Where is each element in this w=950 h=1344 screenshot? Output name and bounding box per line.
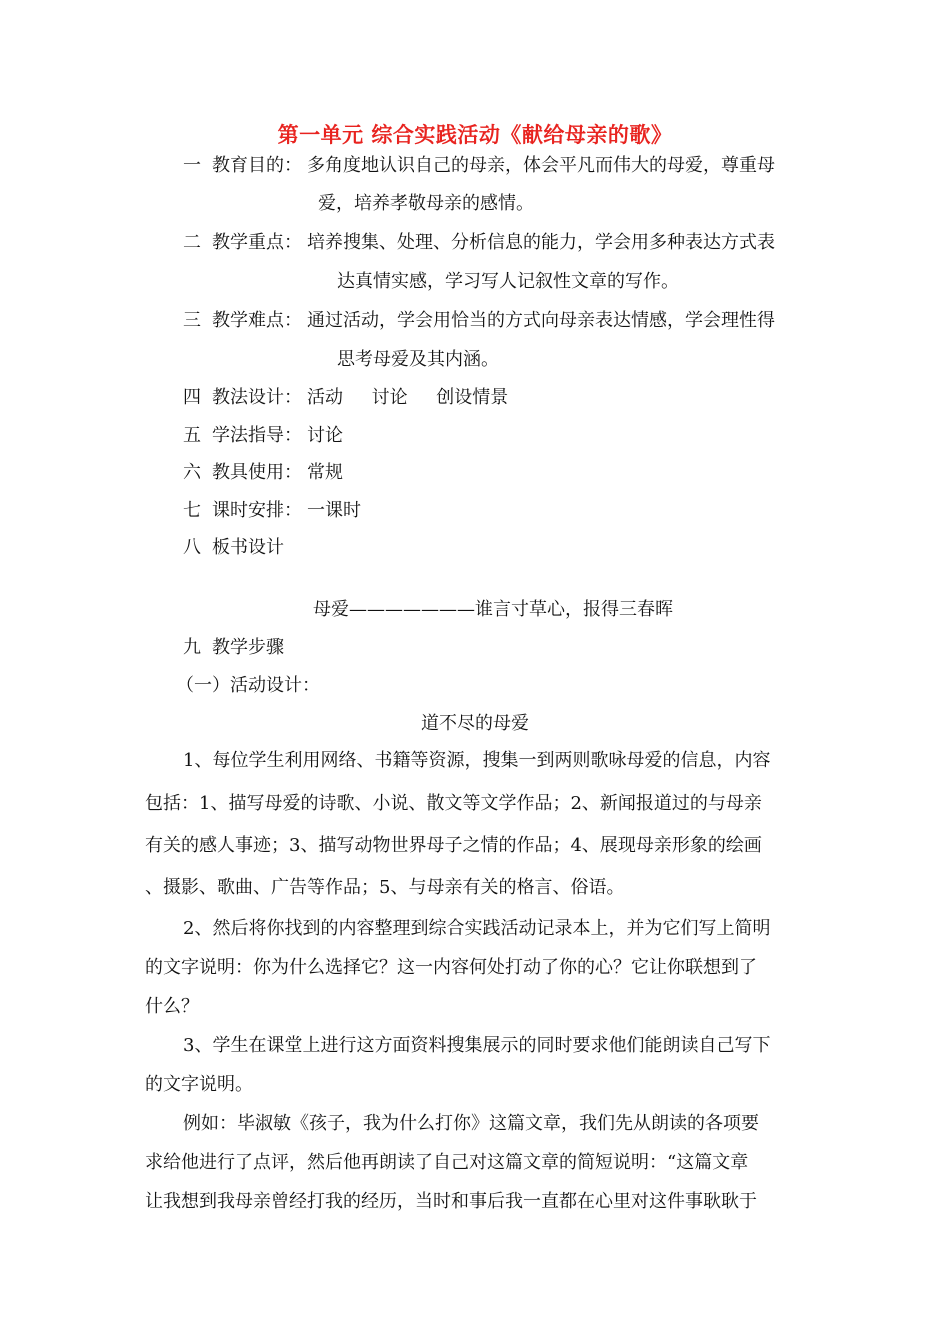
item-text-continued: 爱，培养孝敬母亲的感情。 — [318, 193, 534, 214]
item-number: 六 — [183, 462, 201, 483]
item-text-continued: 思考母爱及其内涵。 — [337, 349, 499, 370]
item-label: 教具使用： — [212, 462, 302, 483]
item-text: 一课时 — [307, 500, 361, 521]
item-text: 培养搜集、处理、分析信息的能力，学会用多种表达方式表 — [307, 232, 775, 253]
paragraph-line: 求给他进行了点评，然后他再朗读了自己对这篇文章的简短说明：“这篇文章 — [145, 1152, 749, 1173]
item-text: 通过活动，学会用恰当的方式向母亲表达情感，学会理性得 — [307, 310, 775, 331]
item-text: 常规 — [307, 462, 343, 483]
item-label: 板书设计 — [212, 537, 284, 558]
item-text-continued: 达真情实感，学习写人记叙性文章的写作。 — [337, 271, 679, 292]
item-text: 活动 讨论 创设情景 — [307, 387, 509, 408]
document-title: 第一单元 综合实践活动《献给母亲的歌》 — [277, 123, 673, 147]
item-number: 三 — [183, 310, 201, 331]
activity-subtitle: 道不尽的母爱 — [421, 713, 529, 734]
item-label: 教法设计： — [212, 387, 302, 408]
paragraph-line: 的文字说明：你为什么选择它？这一内容何处打动了你的心？它让你联想到了 — [145, 957, 757, 978]
paragraph-line: 例如：毕淑敏《孩子，我为什么打你》这篇文章，我们先从朗读的各项要 — [183, 1113, 759, 1134]
subsection-heading: （一）活动设计： — [176, 675, 320, 696]
item-label: 教学难点： — [212, 310, 302, 331]
item-text: 讨论 — [307, 425, 343, 446]
item-label: 学法指导： — [212, 425, 302, 446]
item-text: 多角度地认识自己的母亲，体会平凡而伟大的母爱，尊重母 — [307, 155, 775, 176]
paragraph-line: 让我想到我母亲曾经打我的经历，当时和事后我一直都在心里对这件事耿耿于 — [145, 1191, 757, 1212]
item-number: 九 — [183, 637, 201, 658]
paragraph-line: 、摄影、歌曲、广告等作品；5、与母亲有关的格言、俗语。 — [145, 877, 625, 898]
item-label: 课时安排： — [212, 500, 302, 521]
paragraph-line: 3、学生在课堂上进行这方面资料搜集展示的同时要求他们能朗读自己写下 — [183, 1035, 771, 1056]
paragraph-line: 包括：1、描写母爱的诗歌、小说、散文等文学作品；2、新闻报道过的与母亲 — [145, 793, 762, 814]
paragraph-line: 2、然后将你找到的内容整理到综合实践活动记录本上，并为它们写上简明 — [183, 918, 771, 939]
board-design-text: 母爱———————谁言寸草心，报得三春晖 — [313, 599, 673, 620]
paragraph-line: 有关的感人事迹；3、描写动物世界母子之情的作品；4、展现母亲形象的绘画 — [145, 835, 762, 856]
item-number: 四 — [183, 387, 201, 408]
paragraph-line: 的文字说明。 — [145, 1074, 253, 1095]
section-heading: 教学步骤 — [212, 637, 284, 658]
item-label: 教育目的： — [212, 155, 302, 176]
paragraph-line: 什么？ — [145, 996, 199, 1017]
item-number: 一 — [183, 155, 201, 176]
item-label: 教学重点： — [212, 232, 302, 253]
paragraph-line: 1、每位学生利用网络、书籍等资源，搜集一到两则歌咏母爱的信息，内容 — [183, 750, 771, 771]
item-number: 二 — [183, 232, 201, 253]
item-number: 五 — [183, 425, 201, 446]
item-number: 七 — [183, 500, 201, 521]
item-number: 八 — [183, 537, 201, 558]
